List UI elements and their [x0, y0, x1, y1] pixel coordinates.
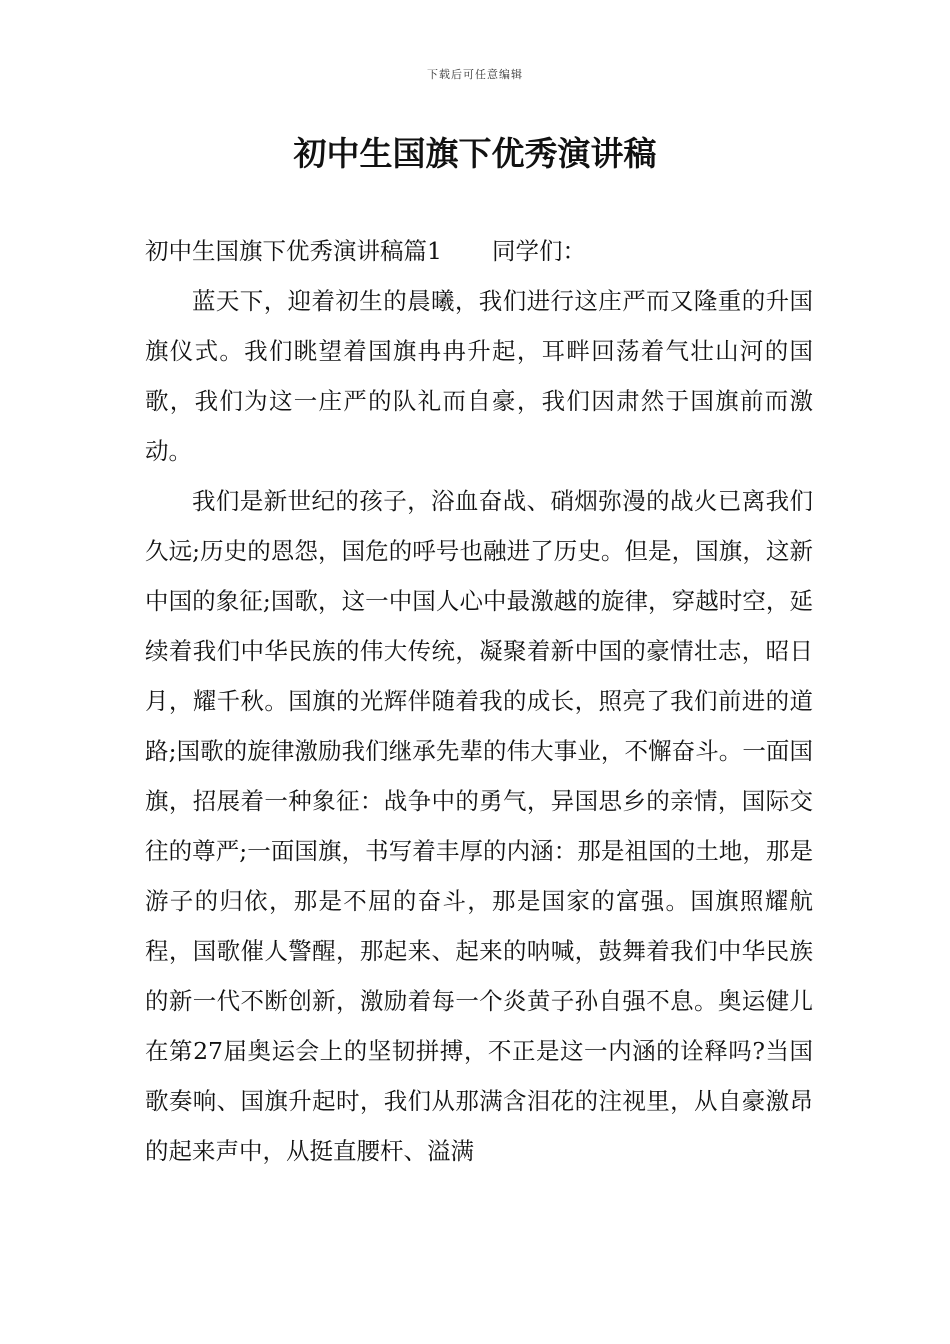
section-subtitle: 初中生国旗下优秀演讲稿篇1 [145, 237, 442, 265]
greeting: 同学们： [491, 237, 586, 265]
document-body [145, 226, 813, 1176]
header-note: 下载后可任意编辑 [427, 68, 523, 81]
document-title: 初中生国旗下优秀演讲稿 [293, 134, 657, 173]
subtitle-line [145, 226, 813, 276]
paragraph-1: 蓝天下，迎着初生的晨曦，我们进行这庄严而又隆重的升国旗仪式。我们眺望着国旗冉冉升起，耳畔回荡着气壮山河的国歌，我们为这一庄严的队礼而自豪，我们因肃然于国旗前而激动。 [145, 287, 813, 465]
paragraph-2: 我们是新世纪的孩子，浴血奋战、硝烟弥漫的战火已离我们久远;历史的恩怨，国危的呼号也融进了历史。但是，国旗，这新中国的象征;国歌，这一中国人心中最激越的旋律，穿越时空，延续着我们中华民族的伟大传统，凝聚着新中国的豪情壮志，昭日月，耀千秋。国旗的光辉伴随着我的成长，照亮了我们前进的道路;国歌的旋律激励我们继承先辈的伟大事业，不懈奋斗。一面国旗，招展着一种象征：战争中的勇气，异国思乡的亲情，国际交往的尊严;一面国旗，书写着丰厚的内涵：那是祖国的土地，那是游子的归依，那是不屈的奋斗，那是国家的富强。国旗照耀航程，国歌催人警醒，那起来、起来的呐喊，鼓舞着我们中华民族的新一代不断创新，激励着每一个炎黄子孙自强不息。奥运健儿在第27届奥运会上的坚韧拼搏，不正是这一内涵的诠释吗?当国歌奏响、国旗升起时，我们从那满含泪花的注视里，从自豪激昂的起来声中，从挺直腰杆、溢满 [145, 487, 813, 1165]
